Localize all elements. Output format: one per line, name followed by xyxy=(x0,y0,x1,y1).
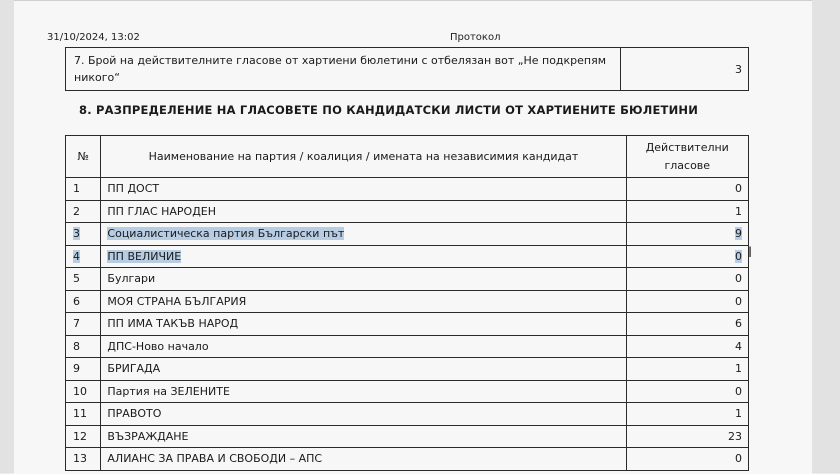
row-number: 12 xyxy=(73,429,87,443)
table-row xyxy=(66,200,749,223)
row-number-cell[interactable] xyxy=(66,223,101,246)
row-number: 2 xyxy=(73,204,80,218)
party-name-cell[interactable] xyxy=(101,335,626,358)
row-number: 4 xyxy=(73,249,80,263)
table-row xyxy=(66,335,749,358)
row-votes-cell[interactable] xyxy=(626,200,748,223)
row-number-cell[interactable] xyxy=(66,313,101,336)
party-name: ВЪЗРАЖДАНЕ xyxy=(107,429,189,443)
party-name-cell[interactable] xyxy=(101,358,626,381)
left-margin xyxy=(0,0,14,473)
row-number-cell[interactable] xyxy=(66,448,101,471)
column-header-name: Наименование на партия / коалиция / имената на независимия кандидат xyxy=(101,136,626,178)
row-number: 3 xyxy=(73,227,80,241)
right-margin xyxy=(812,0,840,473)
row-votes-cell[interactable] xyxy=(626,245,748,268)
table-row xyxy=(66,313,749,336)
row-votes: 0 xyxy=(735,249,742,263)
row-number: 6 xyxy=(73,294,80,308)
party-name: ДПС-Ново начало xyxy=(107,339,209,353)
row-votes-cell[interactable] xyxy=(626,380,748,403)
row-number: 13 xyxy=(73,452,87,466)
votes-table xyxy=(65,135,749,471)
row-number-cell[interactable] xyxy=(66,403,101,426)
table-row xyxy=(66,245,749,268)
party-name: ПП ИМА ТАКЪВ НАРОД xyxy=(107,317,239,331)
row-votes: 6 xyxy=(735,317,742,331)
row-votes: 0 xyxy=(735,182,742,196)
row-votes: 0 xyxy=(735,384,742,398)
table-row xyxy=(66,403,749,426)
column-header-votes xyxy=(626,136,748,178)
row-number-cell[interactable] xyxy=(66,290,101,313)
item7-label[interactable] xyxy=(66,48,621,91)
row-number: 1 xyxy=(73,182,80,196)
print-datetime: 31/10/2024, 13:02 xyxy=(47,32,140,43)
row-votes-cell[interactable] xyxy=(626,178,748,201)
row-votes: 1 xyxy=(735,407,742,421)
row-number: 10 xyxy=(73,384,87,398)
party-name: Социалистическа партия Български път xyxy=(107,227,345,241)
item7-table xyxy=(65,47,749,91)
row-number: 5 xyxy=(73,272,80,286)
row-number-cell[interactable] xyxy=(66,245,101,268)
party-name-cell[interactable] xyxy=(101,245,626,268)
document-title: Протокол xyxy=(450,32,501,43)
table-row xyxy=(66,425,749,448)
party-name-cell[interactable] xyxy=(101,178,626,201)
table-row xyxy=(66,448,749,471)
party-name-cell[interactable] xyxy=(101,403,626,426)
party-name: АЛИАНС ЗА ПРАВА И СВОБОДИ – АПС xyxy=(107,452,323,466)
row-votes: 1 xyxy=(735,362,742,376)
row-votes: 1 xyxy=(735,204,742,218)
row-votes-cell[interactable] xyxy=(626,290,748,313)
row-number-cell[interactable] xyxy=(66,380,101,403)
row-number: 8 xyxy=(73,339,80,353)
party-name-cell[interactable] xyxy=(101,313,626,336)
party-name-cell[interactable] xyxy=(101,380,626,403)
party-name: Партия на ЗЕЛЕНИТЕ xyxy=(107,384,230,398)
row-votes-cell[interactable] xyxy=(626,358,748,381)
party-name: ПРАВОТО xyxy=(107,407,162,421)
column-header-votes-line2: гласове xyxy=(664,158,711,172)
table-row xyxy=(66,290,749,313)
row-votes-cell[interactable] xyxy=(626,268,748,291)
column-header-number: № xyxy=(66,136,101,178)
column-header-votes-line1: Действителни xyxy=(645,140,729,154)
party-name: БРИГАДА xyxy=(107,362,161,376)
party-name: Булгари xyxy=(107,272,156,286)
item7-label-line1: 7. Брой на действителните гласове от хартиени бюлетини с отбелязан вот „Не подкрепям xyxy=(74,54,607,67)
row-number-cell[interactable] xyxy=(66,425,101,448)
party-name-cell[interactable] xyxy=(101,425,626,448)
row-votes: 4 xyxy=(735,339,742,353)
item7-value[interactable]: 3 xyxy=(621,48,749,91)
row-votes-cell[interactable] xyxy=(626,223,748,246)
party-name-cell[interactable] xyxy=(101,200,626,223)
party-name-cell[interactable] xyxy=(101,268,626,291)
section-heading: 8. РАЗПРЕДЕЛЕНИЕ НА ГЛАСОВЕТЕ ПО КАНДИДАТСКИ ЛИСТИ ОТ ХАРТИЕНИТЕ БЮЛЕТИНИ xyxy=(79,103,699,117)
row-number-cell[interactable] xyxy=(66,358,101,381)
row-number: 9 xyxy=(73,362,80,376)
row-votes-cell[interactable] xyxy=(626,425,748,448)
table-row xyxy=(66,268,749,291)
party-name: МОЯ СТРАНА БЪЛГАРИЯ xyxy=(107,294,247,308)
row-votes-cell[interactable] xyxy=(626,313,748,336)
row-votes: 0 xyxy=(735,452,742,466)
party-name: ПП ДОСТ xyxy=(107,182,160,196)
party-name-cell[interactable] xyxy=(101,290,626,313)
row-number: 7 xyxy=(73,317,80,331)
row-votes-cell[interactable] xyxy=(626,403,748,426)
row-votes-cell[interactable] xyxy=(626,335,748,358)
table-row xyxy=(66,358,749,381)
row-number-cell[interactable] xyxy=(66,200,101,223)
row-number-cell[interactable] xyxy=(66,268,101,291)
row-votes: 9 xyxy=(735,227,742,241)
party-name: ПП ГЛАС НАРОДЕН xyxy=(107,204,217,218)
party-name-cell[interactable] xyxy=(101,448,626,471)
row-votes-cell[interactable] xyxy=(626,448,748,471)
row-votes: 23 xyxy=(728,429,742,443)
table-row xyxy=(66,178,749,201)
item7-row xyxy=(66,48,749,91)
party-name: ПП ВЕЛИЧИЕ xyxy=(107,249,182,263)
row-number-cell[interactable] xyxy=(66,335,101,358)
table-row xyxy=(66,380,749,403)
row-number-cell[interactable] xyxy=(66,178,101,201)
row-votes: 0 xyxy=(735,294,742,308)
text-cursor-icon: I xyxy=(748,245,753,261)
party-name-cell[interactable] xyxy=(101,223,626,246)
item7-label-line2: никого“ xyxy=(74,71,120,84)
votes-table-header xyxy=(66,136,749,178)
table-row xyxy=(66,223,749,246)
row-number: 11 xyxy=(73,407,87,421)
row-votes: 0 xyxy=(735,272,742,286)
